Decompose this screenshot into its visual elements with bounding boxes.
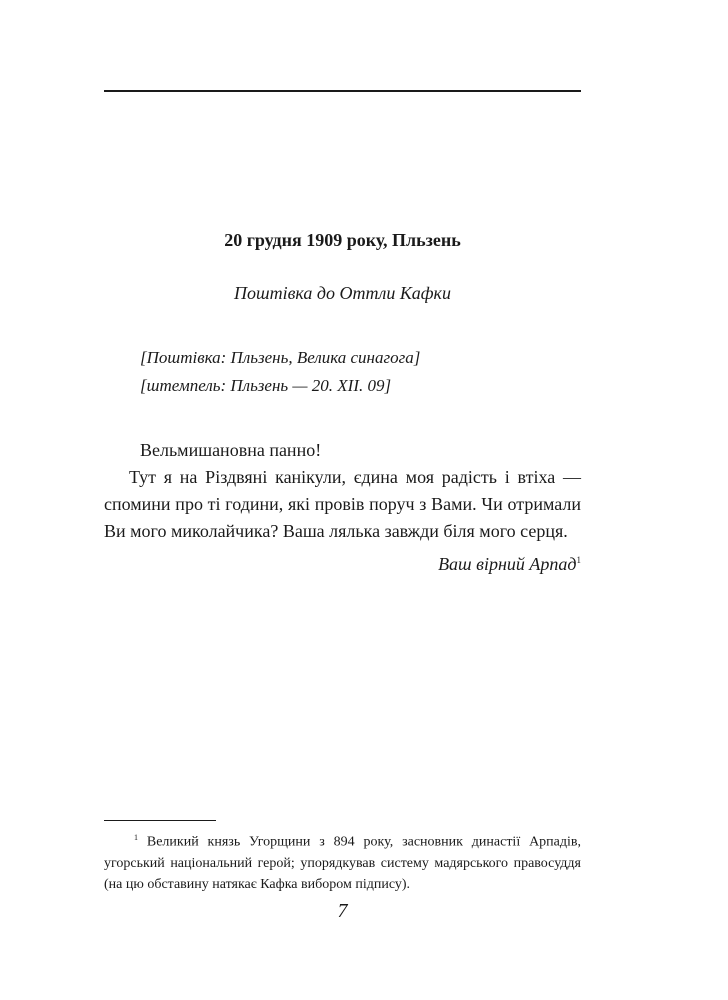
signature-text: Ваш вірний Арпад: [438, 554, 577, 574]
footnote-rule: [104, 820, 216, 821]
letter-body: Тут я на Різдвяні канікули, єдина моя радість і втіха — спомини про ті години, які провів поруч з Вами. Чи отримали Ви мого миколайчика? Ваша лялька завжди біля мого серця.: [104, 467, 581, 541]
footnote-text: Великий князь Угорщини з 894 року, засновник династії Арпадів, угорський національний герой; упорядкував систему мадярського правосуддя (на цю обставину натякає Кафка вибором підпису).: [104, 834, 582, 892]
signature-footnote-mark: 1: [576, 555, 581, 565]
postcard-note-postmark: [штемпель: Пльзень — 20. XII. 09]: [140, 376, 392, 395]
postcard-notes: [140, 344, 420, 400]
header-rule: [104, 90, 581, 92]
entry-subheading: Поштівка до Оттли Кафки: [234, 283, 451, 303]
postcard-note-image: [Поштівка: Пльзень, Велика синагога]: [140, 348, 421, 367]
footnote-mark: 1: [134, 833, 138, 842]
letter-text: [104, 437, 581, 545]
letter-greeting: Вельмишановна панно!: [140, 440, 322, 460]
letter-signature: [438, 554, 581, 575]
page-number: 7: [337, 900, 348, 922]
entry-heading: 20 грудня 1909 року, Пльзень: [224, 230, 461, 250]
footnote: [104, 827, 581, 895]
